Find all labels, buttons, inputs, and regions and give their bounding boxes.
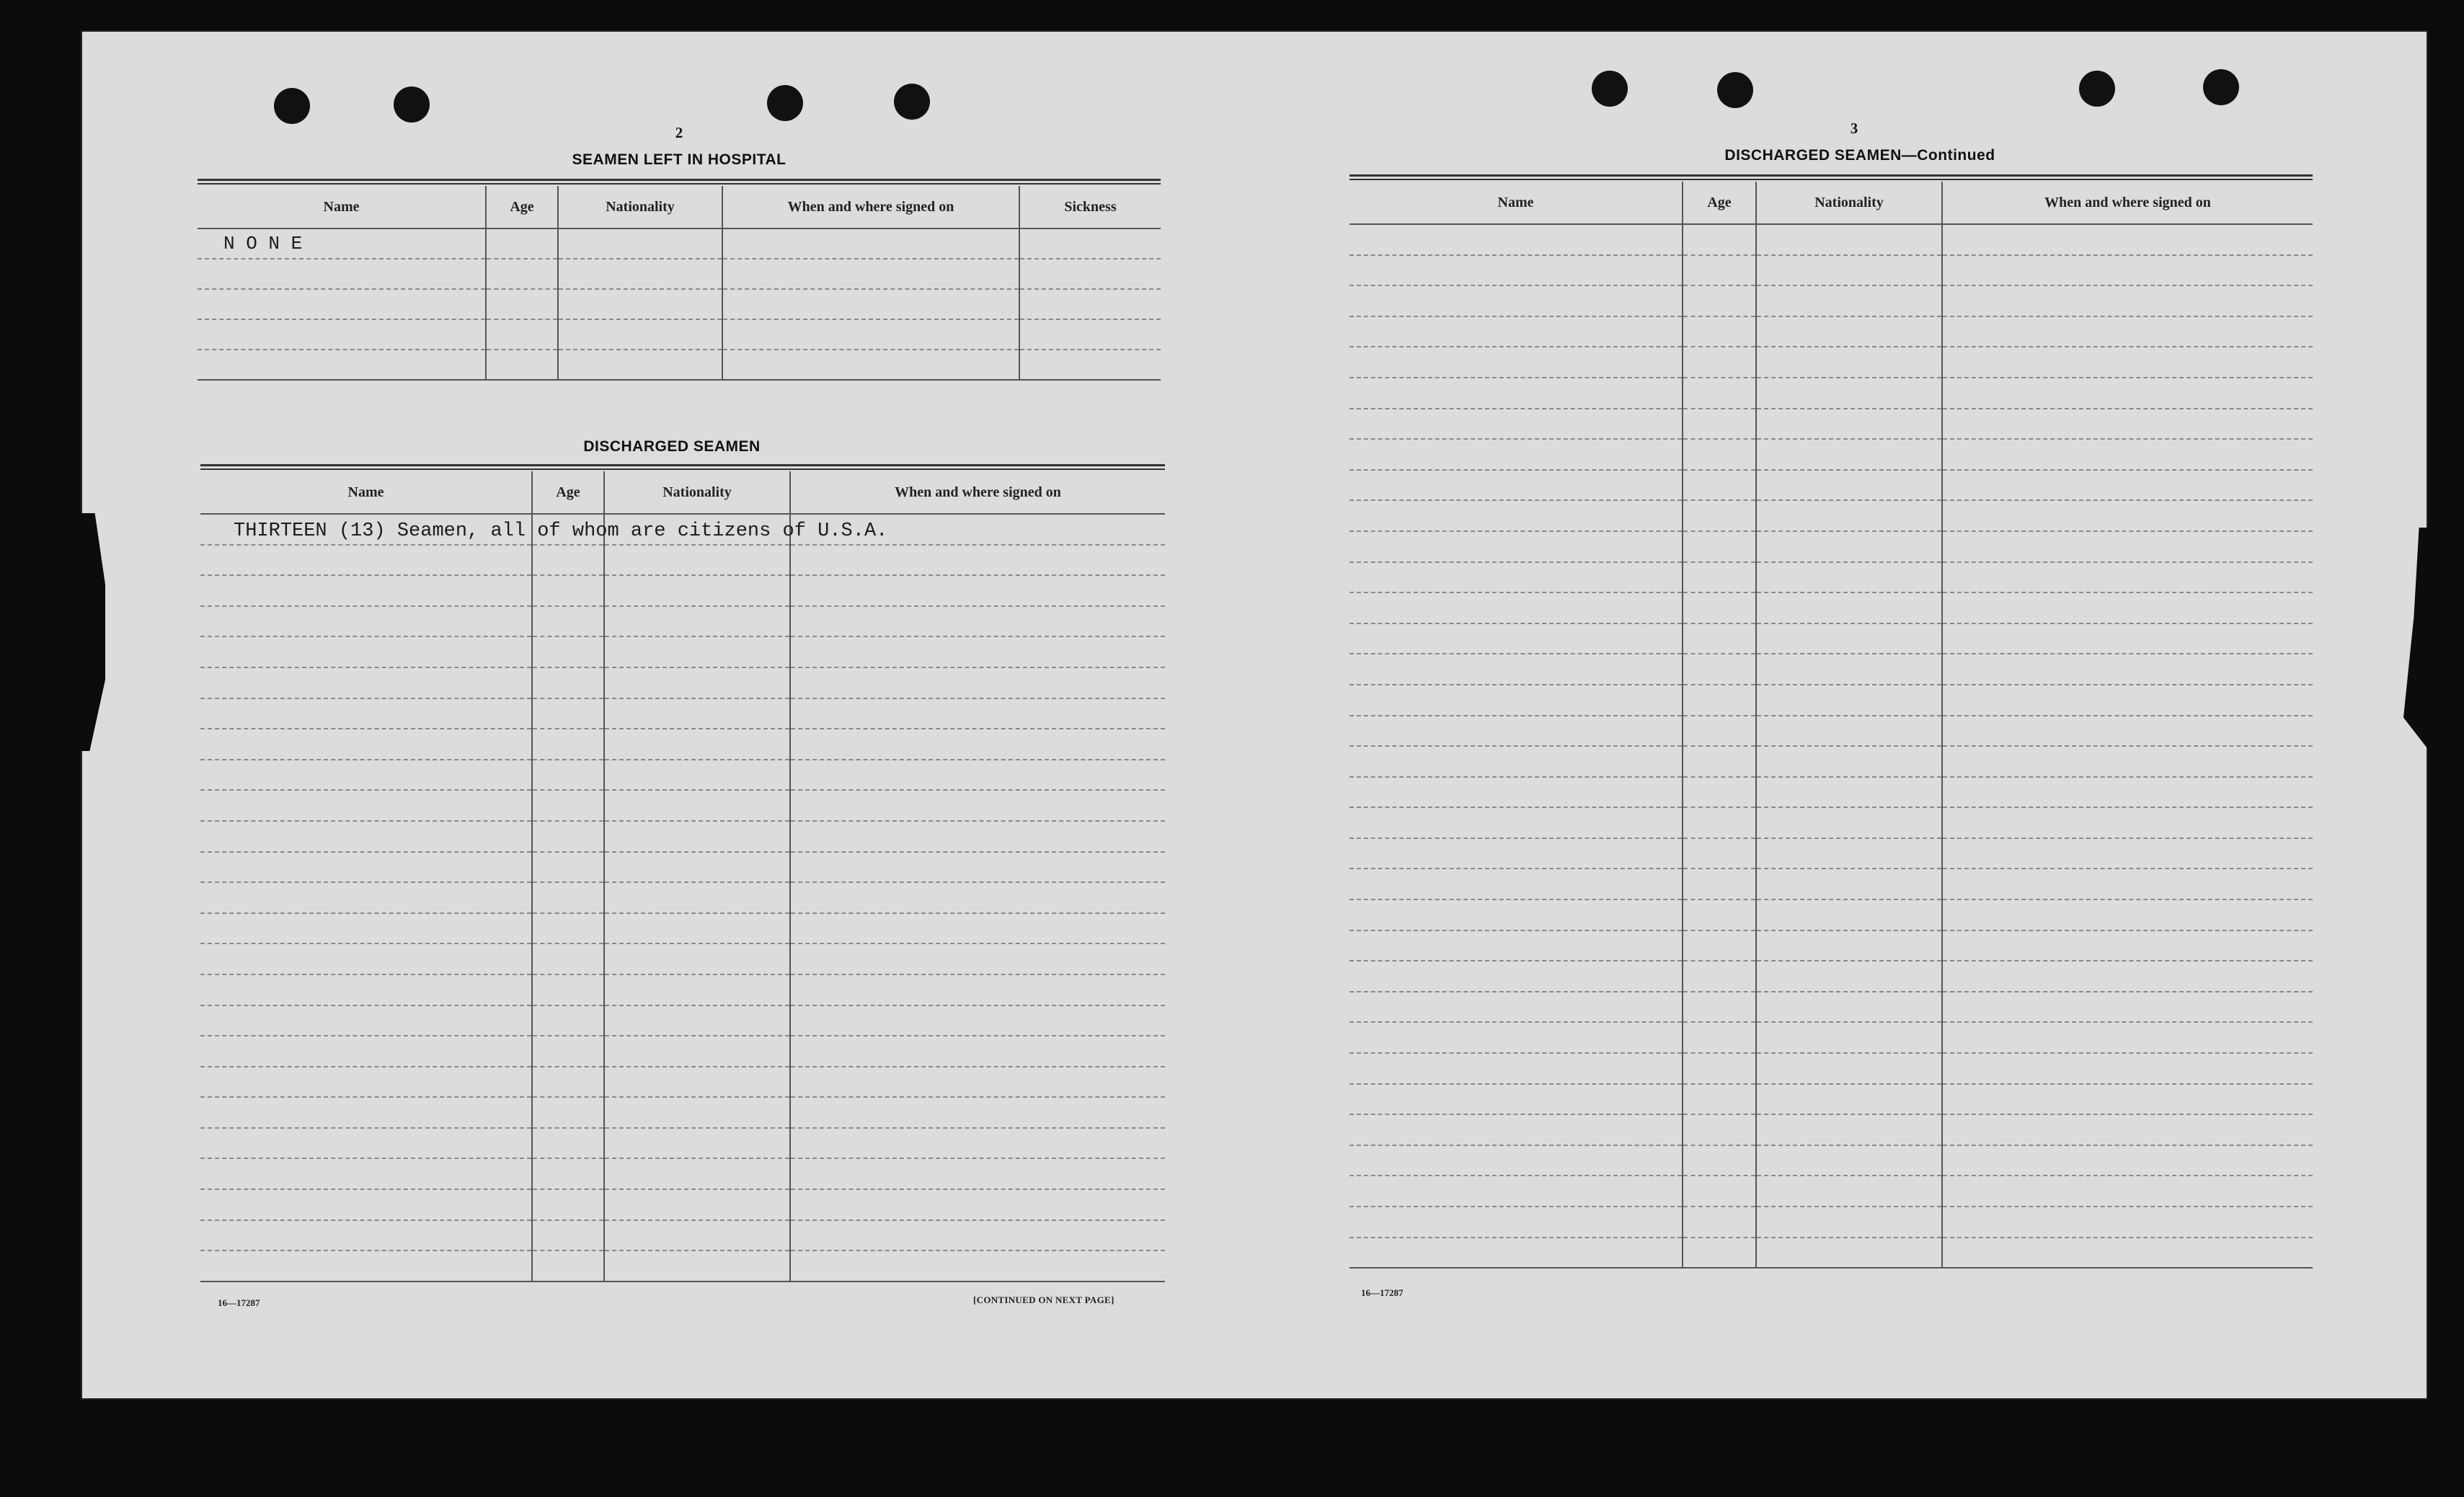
punch-hole — [894, 84, 930, 120]
table-row — [200, 1128, 1165, 1159]
page-number: 3 — [1850, 120, 1858, 137]
table-row — [200, 852, 1165, 883]
left-page — [81, 30, 1254, 1400]
table-row — [200, 974, 1165, 1005]
table-row — [200, 1251, 1165, 1281]
punch-hole — [394, 86, 430, 123]
hospital-section-title: SEAMEN LEFT IN HOSPITAL — [572, 151, 786, 168]
table-row — [1350, 531, 2313, 562]
column-header-nationality: Nationality — [1756, 182, 1942, 224]
column-header-name: Name — [200, 471, 532, 514]
title-rule — [1350, 174, 2313, 180]
table-row — [1350, 1084, 2313, 1115]
table-row — [1350, 1053, 2313, 1084]
table-row — [198, 350, 1161, 380]
table-row — [200, 1067, 1165, 1098]
table-row — [200, 1158, 1165, 1189]
title-rule — [198, 179, 1161, 185]
column-header-nationality: Nationality — [604, 471, 790, 514]
table-row — [1350, 1114, 2313, 1145]
column-header-age: Age — [1683, 182, 1756, 224]
table-row — [1350, 439, 2313, 470]
document-sheet — [81, 30, 2428, 1400]
punch-hole — [2203, 69, 2239, 105]
table-row — [1350, 316, 2313, 347]
table-row — [1350, 930, 2313, 961]
title-rule — [200, 464, 1165, 470]
punch-hole — [767, 85, 803, 121]
table-row — [200, 882, 1165, 913]
table-row — [200, 698, 1165, 729]
table-row — [200, 913, 1165, 944]
column-header-signed-on: When and where signed on — [722, 186, 1019, 228]
table-row — [1350, 807, 2313, 838]
table-row — [1350, 1145, 2313, 1176]
discharged-continued-table — [1350, 182, 2313, 1269]
table-row — [200, 1220, 1165, 1251]
table-row — [1350, 685, 2313, 716]
column-header-name: Name — [198, 186, 486, 228]
table-row — [1350, 255, 2313, 286]
table-row — [1350, 562, 2313, 593]
table-row — [1350, 838, 2313, 869]
page-number: 2 — [675, 124, 683, 141]
column-header-signed-on: When and where signed on — [790, 471, 1165, 514]
discharged-section-title: DISCHARGED SEAMEN — [583, 438, 761, 455]
table-row — [200, 760, 1165, 791]
table-row — [1350, 409, 2313, 440]
table-row — [1350, 746, 2313, 777]
table-row — [1350, 285, 2313, 316]
table-row — [198, 289, 1161, 319]
hospital-table — [198, 186, 1161, 381]
table-row — [200, 943, 1165, 974]
table-row — [1350, 623, 2313, 654]
table-row — [1350, 1207, 2313, 1238]
title-main: DISCHARGED SEAMEN — [1724, 147, 1902, 164]
column-header-signed-on: When and where signed on — [1942, 182, 2313, 224]
table-row — [1350, 992, 2313, 1023]
table-row — [200, 1189, 1165, 1220]
table-row — [200, 606, 1165, 637]
table-row — [198, 228, 1161, 259]
table-row — [1350, 592, 2313, 623]
table-header-row — [198, 186, 1161, 228]
table-row — [200, 790, 1165, 821]
table-row — [1350, 347, 2313, 378]
table-row — [1350, 869, 2313, 899]
table-row — [1350, 716, 2313, 747]
table-row — [1350, 378, 2313, 409]
table-row — [200, 545, 1165, 576]
punch-hole — [2079, 71, 2115, 107]
discharged-table — [200, 471, 1165, 1282]
table-row — [200, 821, 1165, 852]
column-header-age: Age — [486, 186, 558, 228]
column-header-name: Name — [1350, 182, 1683, 224]
column-header-age: Age — [532, 471, 604, 514]
table-row — [1350, 1176, 2313, 1207]
table-header-row — [200, 471, 1165, 514]
table-row — [1350, 961, 2313, 992]
discharged-continued-title — [1658, 147, 2062, 164]
column-header-sickness: Sickness — [1019, 186, 1161, 228]
table-row — [198, 259, 1161, 289]
table-row — [1350, 470, 2313, 501]
table-row — [200, 1036, 1165, 1067]
table-header-row — [1350, 182, 2313, 224]
table-row — [200, 575, 1165, 606]
typed-entry: THIRTEEN (13) Seamen, all of whom are citizens of U.S.A. — [234, 520, 888, 542]
table-row — [198, 319, 1161, 350]
form-code: 16—17287 — [1361, 1287, 1404, 1298]
column-header-nationality: Nationality — [558, 186, 722, 228]
form-code: 16—17287 — [218, 1297, 260, 1308]
table-row — [1350, 899, 2313, 930]
table-row — [200, 1097, 1165, 1128]
right-page — [1254, 30, 2428, 1400]
table-row — [1350, 1238, 2313, 1269]
table-row — [1350, 224, 2313, 255]
punch-hole — [1592, 71, 1628, 107]
table-row — [200, 667, 1165, 698]
table-row — [200, 636, 1165, 667]
entry-none: N O N E — [198, 228, 486, 259]
table-row — [200, 1005, 1165, 1036]
continued-note: [CONTINUED ON NEXT PAGE] — [973, 1294, 1114, 1305]
table-row — [1350, 777, 2313, 808]
punch-hole — [274, 88, 310, 124]
title-suffix: —Continued — [1901, 147, 1995, 164]
punch-hole — [1717, 72, 1753, 108]
table-row — [1350, 654, 2313, 685]
table-row — [1350, 500, 2313, 531]
table-row — [200, 729, 1165, 760]
table-row — [1350, 1022, 2313, 1053]
